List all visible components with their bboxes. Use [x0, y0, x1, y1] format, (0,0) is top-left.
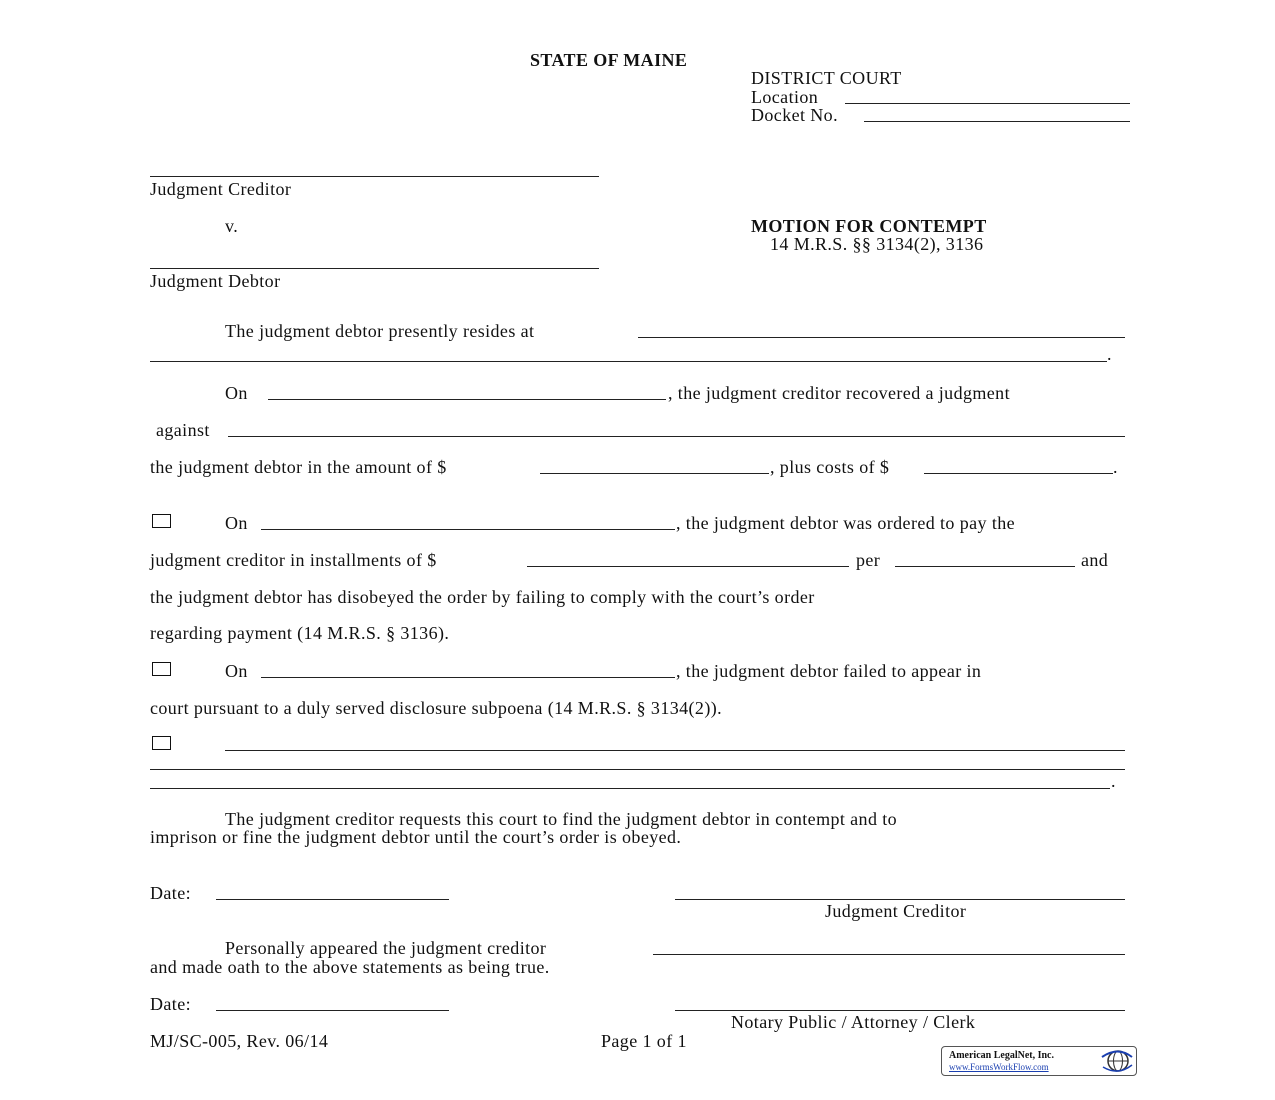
notary-label: Notary Public / Attorney / Clerk: [731, 1012, 976, 1032]
page-number: Page 1 of 1: [601, 1031, 687, 1051]
residence-period: .: [1107, 344, 1112, 364]
statute-reference: 14 M.R.S. §§ 3134(2), 3136: [770, 234, 984, 254]
docket-field[interactable]: [864, 121, 1130, 122]
creditor-caption-label: Judgment Creditor: [150, 179, 292, 199]
location-label: Location: [751, 87, 819, 107]
notary-signature-field[interactable]: [675, 1010, 1125, 1011]
court-name: DISTRICT COURT: [751, 68, 902, 88]
other-reason-period: .: [1111, 771, 1116, 791]
other-reason-field-1[interactable]: [225, 750, 1125, 751]
installment-order-checkbox[interactable]: [152, 514, 171, 528]
judgment-recovered-text: , the judgment creditor recovered a judgment: [668, 383, 1010, 403]
date-field-1[interactable]: [216, 899, 449, 900]
state-heading: STATE OF MAINE: [530, 50, 688, 70]
personally-appeared-text: Personally appeared the judgment creditor: [225, 938, 547, 958]
globe-icon: [1098, 1048, 1134, 1074]
subpoena-text: court pursuant to a duly served disclosure subpoena (14 M.R.S. § 3134(2)).: [150, 698, 723, 718]
amount-period: .: [1113, 457, 1118, 477]
form-id: MJ/SC-005, Rev. 06/14: [150, 1031, 329, 1051]
judgment-date-field[interactable]: [268, 399, 666, 400]
installment-amount-field[interactable]: [527, 566, 849, 567]
option2-on-label: On: [225, 661, 248, 681]
debtor-caption-label: Judgment Debtor: [150, 271, 281, 291]
other-reason-field-3[interactable]: [150, 788, 1110, 789]
installment-period-field[interactable]: [895, 566, 1075, 567]
creditor-signature-field[interactable]: [675, 899, 1125, 900]
other-reason-checkbox[interactable]: [152, 736, 171, 750]
date-label-2: Date:: [150, 994, 191, 1014]
creditor-name-field[interactable]: [150, 176, 599, 177]
residence-field-1[interactable]: [638, 337, 1125, 338]
per-label: per: [856, 550, 881, 570]
location-field[interactable]: [845, 103, 1130, 104]
residence-text: The judgment debtor presently resides at: [225, 321, 535, 341]
logo-company-name: American LegalNet, Inc.: [949, 1050, 1054, 1061]
american-legalnet-logo[interactable]: [941, 1046, 1137, 1076]
installments-label: judgment creditor in installments of $: [150, 550, 437, 570]
judgment-on-label: On: [225, 383, 248, 403]
failed-to-appear-checkbox[interactable]: [152, 662, 171, 676]
against-label: against: [156, 420, 210, 440]
order-date-field[interactable]: [261, 529, 675, 530]
costs-field[interactable]: [924, 473, 1113, 474]
residence-field-2[interactable]: [150, 361, 1107, 362]
disobeyed-text: the judgment debtor has disobeyed the order by failing to comply with the court’s order: [150, 587, 815, 607]
appearance-date-field[interactable]: [261, 677, 675, 678]
costs-label: , plus costs of $: [770, 457, 890, 477]
appeared-creditor-field[interactable]: [653, 954, 1125, 955]
creditor-signature-label: Judgment Creditor: [825, 901, 967, 921]
versus-label: v.: [225, 216, 239, 236]
other-reason-field-2[interactable]: [150, 769, 1125, 770]
date-field-2[interactable]: [216, 1010, 449, 1011]
amount-label: the judgment debtor in the amount of $: [150, 457, 447, 477]
against-field[interactable]: [228, 436, 1125, 437]
request-text-line1: The judgment creditor requests this court to find the judgment debtor in contempt and to: [225, 809, 898, 829]
option1-text: , the judgment debtor was ordered to pay the: [676, 513, 1016, 533]
option2-text: , the judgment debtor failed to appear in: [676, 661, 982, 681]
and-label: and: [1081, 550, 1109, 570]
payment-statute-text: regarding payment (14 M.R.S. § 3136).: [150, 623, 450, 643]
date-label-1: Date:: [150, 883, 191, 903]
document-title: MOTION FOR CONTEMPT: [751, 216, 987, 236]
option1-on-label: On: [225, 513, 248, 533]
docket-label: Docket No.: [751, 105, 838, 125]
logo-website-link[interactable]: www.FormsWorkFlow.com: [949, 1062, 1049, 1072]
debtor-name-field[interactable]: [150, 268, 599, 269]
request-text-line2: imprison or fine the judgment debtor until the court’s order is obeyed.: [150, 827, 682, 847]
amount-field[interactable]: [540, 473, 769, 474]
oath-text: and made oath to the above statements as being true.: [150, 957, 550, 977]
